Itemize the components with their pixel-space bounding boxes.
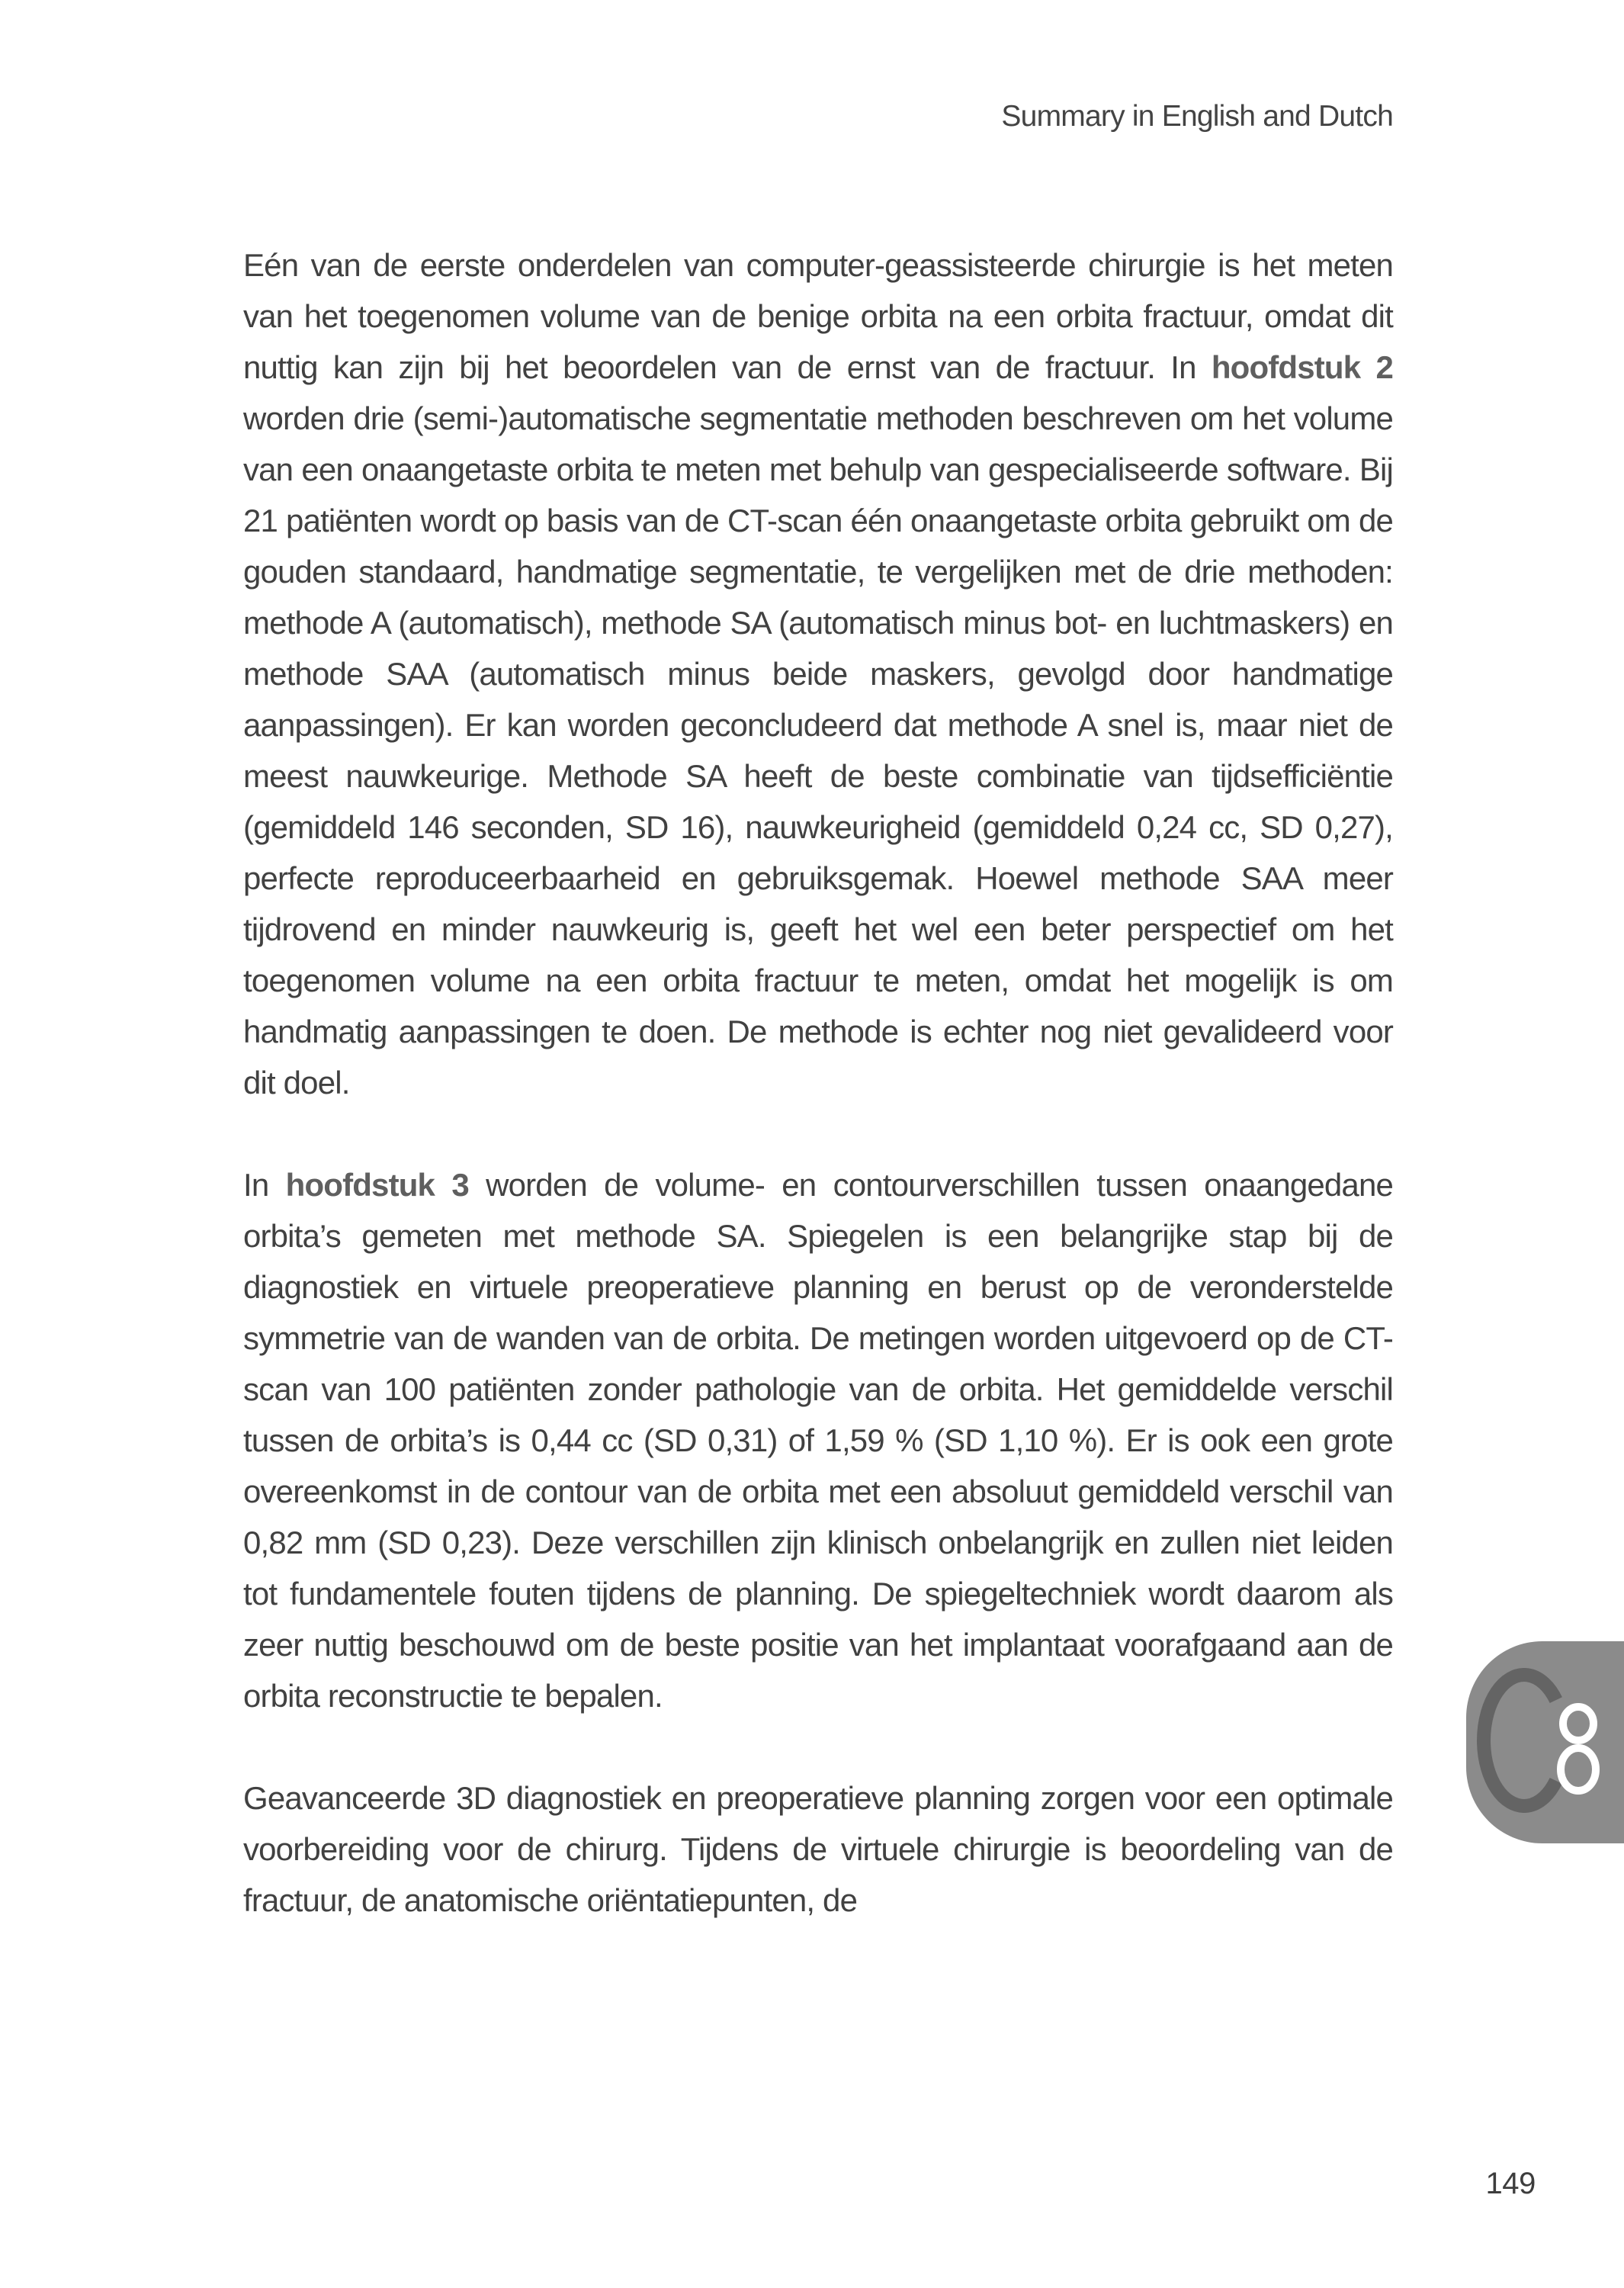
body-text-run: Geavanceerde 3D diagnostiek en preoperatieve planning zorgen voor een optimale voorbereiding voor de chirurg. Tijdens de virtuele chirurgie is beoordeling van de fractuur, de anatomische oriëntatiepunten, de <box>243 1780 1393 1918</box>
chapter-reference-bold: hoofdstuk 3 <box>285 1167 469 1203</box>
chapter-reference-bold: hoofdstuk 2 <box>1211 349 1393 385</box>
body-text-run: In <box>243 1167 286 1203</box>
chapter-number-eight-icon <box>1557 1703 1600 1795</box>
body-text-run: worden drie (semi-)automatische segmentatie methoden beschreven om het volume van een onaangetaste orbita te meten met behulp van gespecialiseerde software. Bij 21 patiënten wordt op basis van de CT-scan één onaangetaste orbita gebruikt om de gouden standaard, handmatige segmentatie, te vergelijken met de drie methoden: methode A (automatisch), methode SA (automatisch minus bot- en luchtmaskers) en methode SAA (automatisch minus beide maskers, gevolgd door handmatige aanpassingen). Er kan worden geconcludeerd dat methode A snel is, maar niet de meest nauwkeurige. Methode SA heeft de beste combinatie van tijdsefficiëntie (gemiddeld 146 seconden, SD 16), nauwkeurigheid (gemiddeld 0,24 cc, SD 0,27), perfecte reproduceerbaarheid en gebruiksgemak. Hoewel methode SAA meer tijdrovend en minder nauwkeurig is, geeft het wel een beter perspectief om het toegenomen volume na een orbita fractuur te meten, omdat het mogelijk is om handmatig aanpassingen te doen. De methode is echter nog niet gevalideerd voor dit doel. <box>243 400 1393 1101</box>
running-header: Summary in English and Dutch <box>1001 100 1393 133</box>
page-number: 149 <box>1485 2167 1536 2200</box>
body-text-run: worden de volume- en contourverschillen tussen onaangedane orbita’s gemeten met methode SA. Spiegelen is een belangrijke stap bij de diagnostiek en virtuele preoperatieve planning en berust op de veronderstelde symmetrie van de wanden van de orbita. De metingen worden uitgevoerd op de CT-scan van 100 patiënten zonder pathologie van de orbita. Het gemiddelde verschil tussen de orbita’s is 0,44 cc (SD 0,31) of 1,59 % (SD 1,10 %). Er is ook een grote overeenkomst in de contour van de orbita met een absoluut gemiddeld verschil van 0,82 mm (SD 0,23). Deze verschillen zijn klinisch onbelangrijk en zullen niet leiden tot fundamentele fouten tijdens de planning. De spiegeltechniek wordt daarom als zeer nuttig beschouwd om de beste positie van het implantaat voorafgaand aan de orbita reconstructie te bepalen. <box>243 1167 1393 1714</box>
body-text <box>243 239 1393 1926</box>
chapter-tab <box>1466 1641 1624 1843</box>
body-text-run: Eén van de eerste onderdelen van computer-geassisteerde chirurgie is het meten van het toegenomen volume van de benige orbita na een orbita fractuur, omdat dit nuttig kan zijn bij het beoordelen van de ernst van de fractuur. In <box>243 247 1393 385</box>
paragraph-chapter-3-summary <box>243 1159 1393 1721</box>
paragraph-3d-planning <box>243 1772 1393 1926</box>
paragraph-chapter-2-summary <box>243 239 1393 1108</box>
